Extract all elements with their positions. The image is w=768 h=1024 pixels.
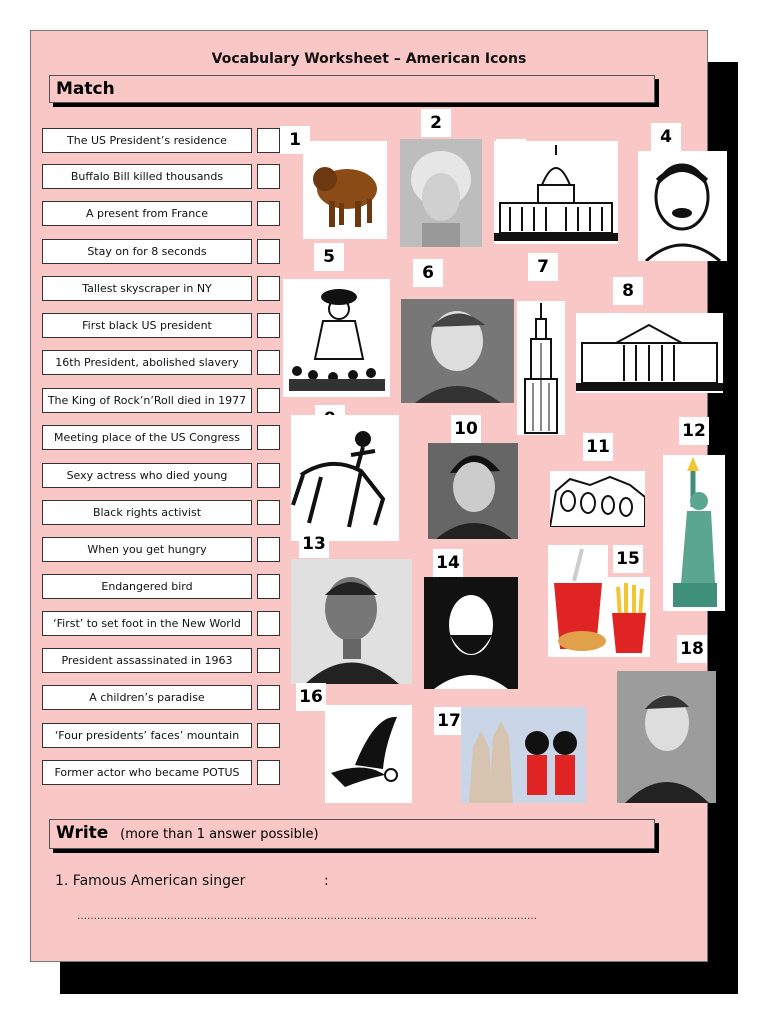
answer-box[interactable] <box>257 425 280 450</box>
match-item: Tallest skyscraper in NY <box>42 276 252 301</box>
match-item: ‘First’ to set foot in the New World <box>42 611 252 636</box>
skyscraper-icon <box>517 301 565 435</box>
answer-box[interactable] <box>257 313 280 338</box>
picture-number-12: 12 <box>679 417 709 445</box>
picture-number-4: 4 <box>651 123 681 151</box>
match-item: Meeting place of the US Congress <box>42 425 252 450</box>
answer-box[interactable] <box>257 239 280 264</box>
bison-icon <box>303 141 387 239</box>
capitol-icon <box>494 141 618 244</box>
match-item: Stay on for 8 seconds <box>42 239 252 264</box>
match-heading-bar <box>49 75 655 103</box>
eagle-icon <box>325 705 412 803</box>
fries-icon <box>608 577 650 657</box>
answer-line[interactable]: ………………………………………………………………………………………………………………………… <box>77 911 537 922</box>
singer-portrait-icon <box>428 443 518 539</box>
picture-number-11: 11 <box>583 433 613 461</box>
actress-portrait-icon <box>400 139 482 247</box>
answer-box[interactable] <box>257 723 280 748</box>
answer-box[interactable] <box>257 500 280 525</box>
worksheet-page <box>30 30 708 962</box>
picture-number-6: 6 <box>413 259 443 287</box>
match-item: Sexy actress who died young <box>42 463 252 488</box>
match-item: Former actor who became POTUS <box>42 760 252 785</box>
write-heading-bar <box>49 819 655 849</box>
answer-box[interactable] <box>257 463 280 488</box>
answer-box[interactable] <box>257 685 280 710</box>
match-item: The US President’s residence <box>42 128 252 153</box>
match-item: Buffalo Bill killed thousands <box>42 164 252 189</box>
write-question-colon: : <box>324 873 329 889</box>
picture-number-15: 15 <box>613 545 643 573</box>
activist-portrait-icon <box>638 151 727 261</box>
answer-box[interactable] <box>257 164 280 189</box>
answer-box[interactable] <box>257 388 280 413</box>
write-question: 1. Famous American singer <box>55 873 246 889</box>
president-portrait-icon <box>401 299 514 403</box>
match-item: First black US president <box>42 313 252 338</box>
write-heading-label: Write <box>56 823 109 843</box>
picture-number-5: 5 <box>314 243 344 271</box>
match-item: ‘Four presidents’ faces’ mountain <box>42 723 252 748</box>
match-item: President assassinated in 1963 <box>42 648 252 673</box>
match-item: Endangered bird <box>42 574 252 599</box>
picture-number-16: 16 <box>296 683 326 711</box>
write-subheading: (more than 1 answer possible) <box>120 827 319 842</box>
match-item: The King of Rock’n’Roll died in 1977 <box>42 388 252 413</box>
picture-number-14: 14 <box>433 549 463 577</box>
president-portrait-icon <box>291 559 412 684</box>
match-heading: Match <box>56 79 115 99</box>
answer-box[interactable] <box>257 611 280 636</box>
lincoln-portrait-icon <box>424 577 518 689</box>
answer-box[interactable] <box>257 201 280 226</box>
match-item: Black rights activist <box>42 500 252 525</box>
answer-box[interactable] <box>257 128 280 153</box>
match-item: 16th President, abolished slavery <box>42 350 252 375</box>
picture-number-8: 8 <box>613 277 643 305</box>
picture-number-7: 7 <box>528 253 558 281</box>
answer-box[interactable] <box>257 276 280 301</box>
answer-box[interactable] <box>257 350 280 375</box>
fast-food-icon <box>548 545 608 657</box>
explorer-landing-icon <box>283 279 390 397</box>
picture-number-18: 18 <box>677 635 707 663</box>
match-item: A children’s paradise <box>42 685 252 710</box>
picture-number-10: 10 <box>451 415 481 443</box>
picture-number-2: 2 <box>421 109 451 137</box>
theme-park-icon <box>461 707 586 803</box>
president-portrait-icon <box>617 671 716 803</box>
mount-rushmore-icon <box>550 471 645 527</box>
picture-number-1: 1 <box>280 126 310 154</box>
white-house-icon <box>576 313 723 393</box>
bronco-rider-icon <box>291 415 399 541</box>
answer-box[interactable] <box>257 574 280 599</box>
picture-number-13: 13 <box>299 530 329 558</box>
answer-box[interactable] <box>257 537 280 562</box>
write-heading <box>56 823 319 843</box>
answer-box[interactable] <box>257 760 280 785</box>
answer-box[interactable] <box>257 648 280 673</box>
picture-number-17: 17 <box>434 707 464 735</box>
match-item: When you get hungry <box>42 537 252 562</box>
statue-of-liberty-icon <box>663 455 725 611</box>
worksheet-title: Vocabulary Worksheet – American Icons <box>211 51 527 67</box>
match-item: A present from France <box>42 201 252 226</box>
